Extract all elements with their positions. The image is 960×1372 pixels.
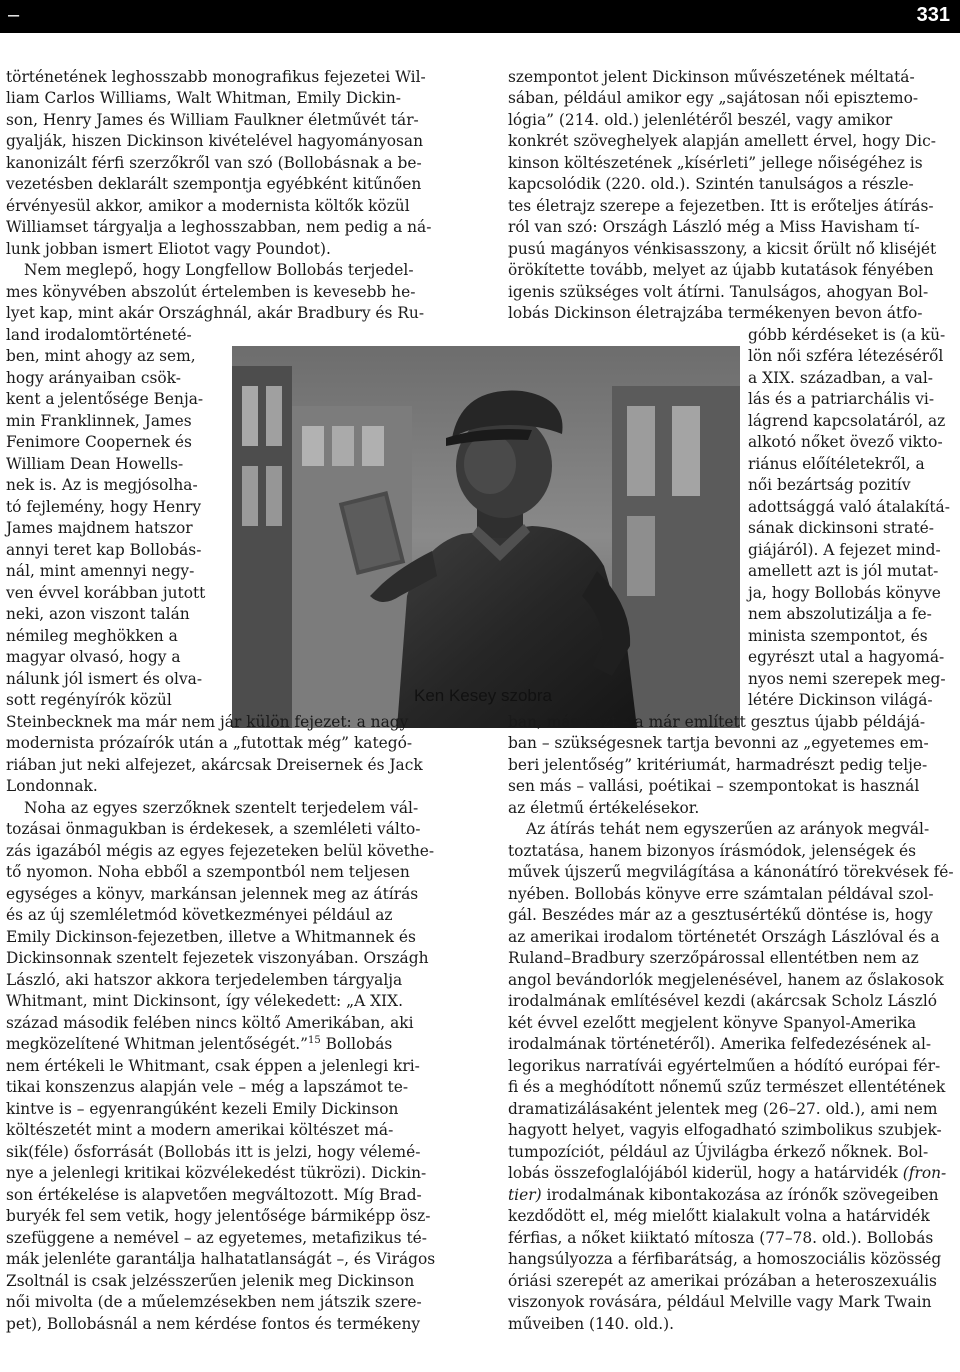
left-line: nem értékeli le Whitmant, csak éppen a jelenlegi kri- <box>6 1057 420 1075</box>
right-line: lágrend kapcsolatáról, az <box>748 412 946 430</box>
right-line-text: lobás összefoglalójából kiderül, hogy a határvidék <box>508 1164 898 1182</box>
right-line: hangsúlyozza a férfibarátság, a homoszociális közösség <box>508 1250 942 1268</box>
left-line: költészetét mint a modern amerikai költészet má- <box>6 1121 394 1139</box>
right-line: góbb kérdéseket is (a kü- <box>748 326 946 344</box>
left-line: min Franklinnek, James <box>6 412 192 430</box>
right-line: konkrét szöveghelyek alapján amellett érvel, hogy Dic- <box>508 132 936 150</box>
right-line: nem abszolutizálja a fe- <box>748 605 932 623</box>
right-line: kezdődött el, még mielőtt kialakult volna a határvidék <box>508 1207 930 1225</box>
right-line: giájáról). A fejezet mind- <box>748 541 941 559</box>
right-line: ban, másrészt – a már említett gesztus újabb példájá- <box>508 713 926 731</box>
right-line: Ruland–Bradbury szerzőpárossal ellentétben nem az <box>508 949 919 967</box>
right-line: lön női szféra létezéséről <box>748 347 944 365</box>
right-line: sának dickinsoni straté- <box>748 519 934 537</box>
right-line: kinson költészetének „kísérleti” jellege nőiségéhez is <box>508 154 923 172</box>
statue-illustration <box>232 346 740 728</box>
left-line: kanonizált férfi szerzőkről van szó (Bollobásnak a be- <box>6 154 422 172</box>
bollobas-word: Bollobás <box>325 1035 393 1053</box>
left-line: Emily Dickinson-fejezetben, illetve a Whitmannek és <box>6 928 416 946</box>
left-line: szefüggene a nemével – az egyetemes, metafizikus té- <box>6 1229 427 1247</box>
right-line: dramatizálásaként jelentek meg (26–27. old.), ami nem <box>508 1100 938 1118</box>
right-line: lobás Dickinson életrajzába termékenyen bevon átfo- <box>508 304 923 322</box>
left-line: sik(féle) ősforrását (Bollobás itt is jelzi, hogy vélemé- <box>6 1143 421 1161</box>
right-line: ról van szó: Országh László még a Miss Havisham tí- <box>508 218 920 236</box>
page-header-bar <box>0 0 960 33</box>
left-line: Dickinsonnak szentelt fejezetek viszonyában. Országh <box>6 949 429 967</box>
left-line: William Dean Howells- <box>6 455 184 473</box>
right-line: szempontot jelent Dickinson művészetének méltatá- <box>508 68 915 86</box>
right-line: igenis szükséges volt átírni. Tanulságos, ahogyan Bol- <box>508 283 929 301</box>
left-line: érvényesül akkor, amikor a modernista költők közül <box>6 197 410 215</box>
left-line: Londonnak. <box>6 777 98 795</box>
left-line: zás igazából mégis az egyes fejezeteken belül követhe- <box>6 842 435 860</box>
right-line: hagyott helyet, vagyis elfogadható szimbolikus szubjek- <box>508 1121 942 1139</box>
right-line: gál. Beszédes már az a gesztusértékű döntése is, hogy <box>508 906 933 924</box>
left-line: son értékelése is alapvetően megváltozott. Míg Brad- <box>6 1186 422 1204</box>
left-line: Nem meglepő, hogy Longfellow Bollobás terjedel- <box>24 261 414 279</box>
left-line: son, Henry James és William Faulkner életművét tár- <box>6 111 419 129</box>
left-line: tó fejlemény, hogy Henry <box>6 498 202 516</box>
right-line: művek újszerű megvilágítása a kánonátíró törekvések fé- <box>508 863 954 881</box>
right-line: sen más – vallási, poétikai – szempontokat is használ <box>508 777 920 795</box>
left-line: László, aki hatszor akkora terjedelemben tárgyalja <box>6 971 403 989</box>
left-line: tozásai önmagukban is érdekesek, a szemléleti válto- <box>6 820 421 838</box>
left-line: némileg meghökken a <box>6 627 178 645</box>
right-line: nyében. Bollobás könyve erre számtalan példával szol- <box>508 885 934 903</box>
left-line: kent a jelentősége Benja- <box>6 390 204 408</box>
right-line: alkotó nőket övező vikto- <box>748 433 943 451</box>
right-line: legorikus narratívái egyértelműen a hódító európai fér- <box>508 1057 941 1075</box>
right-line-with-italic <box>508 1163 946 1185</box>
left-line: hogy arányaiban csök- <box>6 369 181 387</box>
right-line: ban – szükségesnek tartja bevonni az „egyetemes em- <box>508 734 929 752</box>
left-line: neki, azon viszont talán <box>6 605 190 623</box>
left-line: egységes a könyv, markánsan jelennek meg az átírás <box>6 885 419 903</box>
right-line: toztatása, hanem bizonyos írásmódok, jelenségek és <box>508 842 917 860</box>
right-line: létére Dickinson világá- <box>748 691 933 709</box>
page-number: 331 <box>916 4 950 26</box>
left-line: ven évvel korábban jutott <box>6 584 206 602</box>
right-line: tumpozíciót, például az Újvilágba érkező nőknek. Bol- <box>508 1143 929 1161</box>
left-line: magyar olvasó, hogy a <box>6 648 181 666</box>
right-line: angol bevándorlók megjelenésével, hanem az őslakosok <box>508 971 944 989</box>
right-line: riánus előítéletekről, a <box>748 455 925 473</box>
right-line: ja, hogy Bollobás könyve <box>748 584 941 602</box>
right-line-with-italic <box>508 1185 939 1207</box>
right-line: örökítette tovább, melyet az újabb kutatások fényében <box>508 261 934 279</box>
left-line: század második felében nincs költő Amerikában, aki <box>6 1014 414 1032</box>
right-line: két évvel ezelőtt megjelent könyve Spanyol-Amerika <box>508 1014 917 1032</box>
photo-caption: Ken Kesey szobra <box>414 686 552 705</box>
left-line: Noha az egyes szerzőknek szentelt terjedelem vál- <box>24 799 419 817</box>
right-line: műveiben (140. old.). <box>508 1315 674 1333</box>
left-line: női mivolta (de a műelemzésekben nem játszik szere- <box>6 1293 422 1311</box>
left-line: nek is. Az is megjósolha- <box>6 476 198 494</box>
right-line: női bezártság pozitív <box>748 476 911 494</box>
header-dash: – <box>8 4 20 26</box>
left-line: liam Carlos Williams, Walt Whitman, Emily Dickin- <box>6 89 401 107</box>
left-line: pet), Bollobásnál a nem kérdése fontos és termékeny <box>6 1315 421 1333</box>
left-line: vezetésben deklarált szempontja egyébként kitűnően <box>6 175 422 193</box>
right-line: férfias, a nőket kiiktató mítosza (77–78. old.). Bollobás <box>508 1229 934 1247</box>
left-line: gyalják, hiszen Dickinson kivételével hagyományosan <box>6 132 423 150</box>
left-line: és az új szemléletmód következményei például az <box>6 906 393 924</box>
left-line: nálunk jól ismert és olva- <box>6 670 203 688</box>
left-line: Williamset tárgyalja a leghosszabban, nem pedig a ná- <box>6 218 432 236</box>
left-line: mes könyvében abszolút értelemben is kevesebb he- <box>6 283 416 301</box>
frontier-tail: irodalmának kibontakozása az írónők szövegeiben <box>546 1186 939 1204</box>
left-line: kintve is – egyenrangúként kezeli Emily Dickinson <box>6 1100 399 1118</box>
left-line: nál, mint amennyi negy- <box>6 562 195 580</box>
left-line: Fenimore Coopernek és <box>6 433 192 451</box>
left-line: lunk jobban ismert Eliotot vagy Poundot). <box>6 240 331 258</box>
right-line: beri jelentőség” kritériumát, harmadrészt pedig telje- <box>508 756 928 774</box>
frontier-word: (fron- <box>902 1164 947 1182</box>
left-line: ben, mint ahogy az sem, <box>6 347 196 365</box>
right-line: sában, például amikor egy „sajátosan női episztemo- <box>508 89 919 107</box>
left-line: buryék fel sem vetik, hogy jelentősége bármiképp ösz- <box>6 1207 431 1225</box>
right-line: minista szempontot, és <box>748 627 928 645</box>
right-line: irodalmának említésével kezdi (akárcsak Scholz László <box>508 992 938 1010</box>
left-line: land irodalomtörténeté- <box>6 326 192 344</box>
left-line: James majdnem hatszor <box>6 519 193 537</box>
right-line: egyrészt utal a hagyomá- <box>748 648 945 666</box>
left-line: Whitmant, mint Dickinsont, így vélekedett: „A XIX. <box>6 992 403 1010</box>
right-line: irodalmának történetéről). Amerika felfedezésének al- <box>508 1035 932 1053</box>
left-line: tikai konszenzus alapján vele – még a lapszámot te- <box>6 1078 409 1096</box>
right-line: nyos nemi szerepek meg- <box>748 670 946 688</box>
frontier-end: tier) <box>508 1186 542 1204</box>
right-line: Az átírás tehát nem egyszerűen az arányok megvál- <box>526 820 930 838</box>
left-line: mák jelenléte garantálja halhatatlanságát –, és Virágos <box>6 1250 436 1268</box>
right-line: fi és a meghódított nőnemű szűz természet ellentétének <box>508 1078 946 1096</box>
right-line: viszonyok rovására, például Melville vagy Mark Twain <box>508 1293 932 1311</box>
right-line: a XIX. században, a val- <box>748 369 933 387</box>
right-line: az amerikai irodalom történetét Országh Lászlóval és a <box>508 928 940 946</box>
right-line: kapcsolódik (220. old.). Szintén tanulságos a részle- <box>508 175 914 193</box>
left-line: történetének leghosszabb monografikus fejezetei Wil- <box>6 68 426 86</box>
right-line: lás és a patriarchális vi- <box>748 390 935 408</box>
left-line: lyet kap, mint akár Országhnál, akár Bradbury és Ru- <box>6 304 425 322</box>
left-line: nye a jelenlegi kritikai közvélekedést tükrözi). Dickin- <box>6 1164 427 1182</box>
left-line: Steinbecknek ma már nem jár külön fejezet: a nagy <box>6 713 409 731</box>
left-line: tő nyomon. Noha ebből a szempontból nem teljesen <box>6 863 410 881</box>
right-line: óriási szerepét az amerikai prózában a heteroszexuális <box>508 1272 937 1290</box>
right-line: amellett azt is jól mutat- <box>748 562 939 580</box>
statue-photo <box>232 346 740 728</box>
left-line: sott regényírók közül <box>6 691 172 709</box>
right-line: pusú magányos vénkisasszony, a kicsit őrült nő kliséjét <box>508 240 937 258</box>
left-line-with-footnote <box>6 1034 392 1056</box>
quote-end: megközelítené Whitman jelentőségét.” <box>6 1035 309 1053</box>
right-line: tes életrajz szerepe a fejezetben. Itt is erőteljes átírás- <box>508 197 934 215</box>
right-line: adottsággá való átalakítá- <box>748 498 950 516</box>
left-line: modernista prózaírók után a „futottak még” kategó- <box>6 734 413 752</box>
left-line: Zsoltnál is csak jelzésszerűen jelenik meg Dickinson <box>6 1272 415 1290</box>
left-line: annyi teret kap Bollobás- <box>6 541 202 559</box>
right-line: lógia” (214. old.) jelenlétéről beszél, vagy amikor <box>508 111 893 129</box>
right-line: az életmű értékelésekor. <box>508 799 700 817</box>
footnote-ref: 15 <box>308 1034 321 1046</box>
left-line: riában jut neki alfejezet, akárcsak Dreisernek és Jack <box>6 756 423 774</box>
